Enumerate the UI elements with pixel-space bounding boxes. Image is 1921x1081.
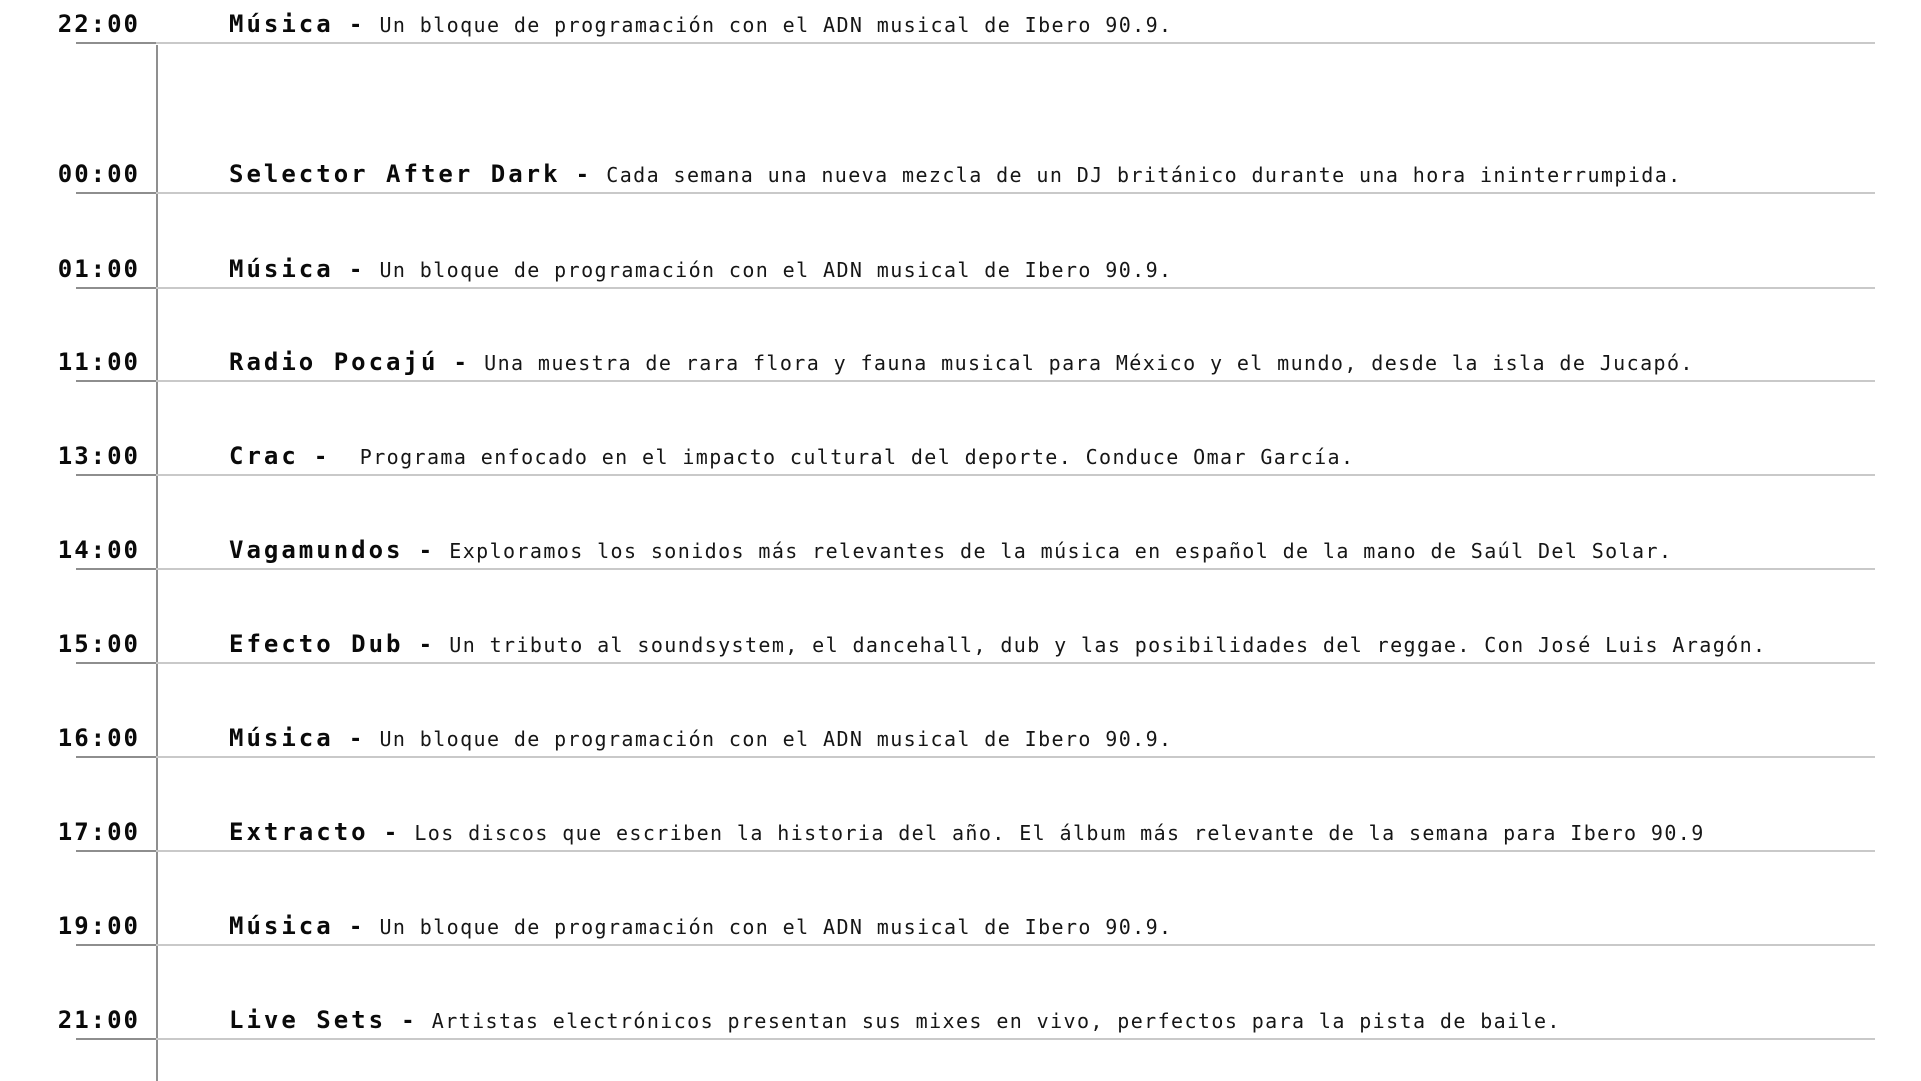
schedule-row [52, 714, 1875, 766]
title-separator-dash: - [333, 258, 380, 283]
time-underline [76, 42, 156, 44]
time-label: 16:00 [57, 724, 140, 752]
program-title: Vagamundos [229, 536, 404, 564]
program-entry [229, 630, 1766, 658]
time-underline [76, 568, 156, 570]
program-title: Extracto [229, 818, 369, 846]
schedule-row [52, 0, 1875, 52]
program-description: Un bloque de programación con el ADN musical de Ibero 90.9. [379, 727, 1173, 751]
schedule-row [52, 526, 1875, 578]
row-underline [156, 474, 1875, 476]
program-title: Crac [229, 442, 299, 470]
title-separator-dash: - [403, 539, 450, 564]
title-separator-dash: - [298, 445, 360, 470]
time-underline [76, 944, 156, 946]
program-entry [229, 255, 1172, 283]
program-title: Música [229, 912, 334, 940]
time-underline [76, 287, 156, 289]
row-underline [156, 568, 1875, 570]
program-title: Efecto Dub [229, 630, 404, 658]
title-separator-dash: - [333, 915, 380, 940]
program-title: Radio Pocajú [229, 348, 439, 376]
program-entry [229, 442, 1354, 470]
schedule-row [52, 245, 1875, 297]
title-separator-dash: - [403, 633, 450, 658]
row-underline [156, 850, 1875, 852]
program-description: Cada semana una nueva mezcla de un DJ británico durante una hora ininterrumpida. [606, 163, 1682, 187]
title-separator-dash: - [368, 821, 415, 846]
program-title: Música [229, 724, 334, 752]
time-label: 22:00 [57, 10, 140, 38]
program-description: Artistas electrónicos presentan sus mixes en vivo, perfectos para la pista de baile. [431, 1009, 1561, 1033]
program-title: Música [229, 10, 334, 38]
time-label: 13:00 [57, 442, 140, 470]
program-description: Los discos que escriben la historia del año. El álbum más relevante de la semana para Ibero 90.9 [414, 821, 1705, 845]
schedule-row [52, 338, 1875, 390]
time-underline [76, 380, 156, 382]
schedule-row [52, 150, 1875, 202]
program-description: Un bloque de programación con el ADN musical de Ibero 90.9. [379, 258, 1173, 282]
row-underline [156, 756, 1875, 758]
program-description: Un bloque de programación con el ADN musical de Ibero 90.9. [379, 915, 1173, 939]
row-underline [156, 1038, 1875, 1040]
time-underline [76, 1038, 156, 1040]
time-underline [76, 662, 156, 664]
program-title: Live Sets [229, 1006, 387, 1034]
schedule-row [52, 902, 1875, 954]
time-underline [76, 192, 156, 194]
program-description: Un bloque de programación con el ADN musical de Ibero 90.9. [379, 13, 1173, 37]
schedule-row [52, 996, 1875, 1048]
time-label: 11:00 [57, 348, 140, 376]
time-label: 17:00 [57, 818, 140, 846]
schedule-row [52, 808, 1875, 860]
program-title: Selector After Dark [229, 160, 561, 188]
program-entry [229, 348, 1694, 376]
title-separator-dash: - [560, 163, 607, 188]
time-label: 00:00 [57, 160, 140, 188]
title-separator-dash: - [333, 13, 380, 38]
program-entry [229, 536, 1672, 564]
program-entry [229, 818, 1705, 846]
program-description: Un tributo al soundsystem, el dancehall, dub y las posibilidades del reggae. Con José Luis Aragón. [449, 633, 1767, 657]
time-label: 01:00 [57, 255, 140, 283]
title-separator-dash: - [438, 351, 485, 376]
time-underline [76, 474, 156, 476]
schedule-row [52, 432, 1875, 484]
time-label: 19:00 [57, 912, 140, 940]
program-description: Programa enfocado en el impacto cultural del deporte. Conduce Omar García. [359, 445, 1355, 469]
program-title: Música [229, 255, 334, 283]
title-separator-dash: - [386, 1009, 432, 1034]
schedule-row [52, 620, 1875, 672]
time-label: 21:00 [57, 1006, 140, 1034]
row-underline [156, 944, 1875, 946]
program-entry [229, 1006, 1561, 1034]
time-label: 15:00 [57, 630, 140, 658]
program-entry [229, 10, 1172, 38]
time-label: 14:00 [57, 536, 140, 564]
title-separator-dash: - [333, 727, 380, 752]
row-underline [156, 287, 1875, 289]
time-underline [76, 850, 156, 852]
program-description: Una muestra de rara flora y fauna musical para México y el mundo, desde la isla de Jucapó. [484, 351, 1694, 375]
time-underline [76, 756, 156, 758]
row-underline [156, 42, 1875, 44]
program-entry [229, 160, 1682, 188]
row-underline [156, 192, 1875, 194]
program-description: Exploramos los sonidos más relevantes de la música en español de la mano de Saúl Del Solar. [449, 539, 1673, 563]
program-entry [229, 724, 1172, 752]
row-underline [156, 380, 1875, 382]
row-underline [156, 662, 1875, 664]
program-entry [229, 912, 1172, 940]
